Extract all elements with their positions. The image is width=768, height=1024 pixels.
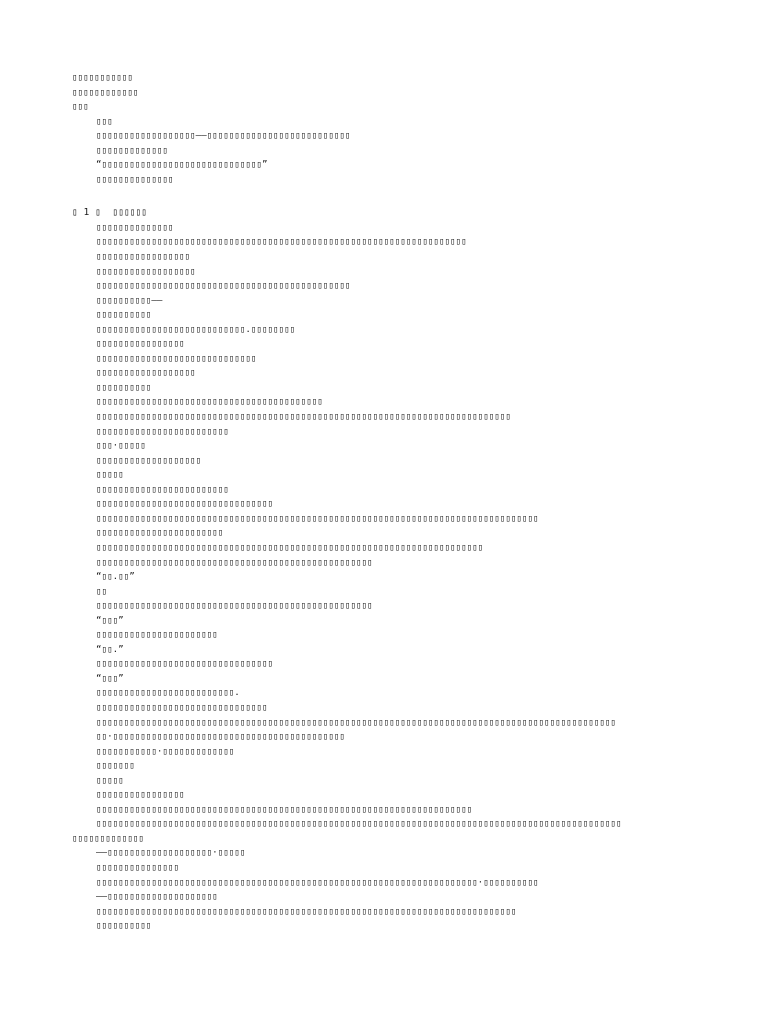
text-line: ▯▯▯▯▯▯▯▯▯▯▯▯▯▯▯▯▯▯——▯▯▯▯▯▯▯▯▯▯▯▯▯▯▯▯▯▯▯▯▯▯▯▯▯▯ bbox=[96, 130, 351, 142]
text-line: ▯▯▯ bbox=[72, 101, 89, 113]
text-line: ▯▯▯▯▯▯▯▯▯▯▯▯▯▯▯▯▯▯▯▯▯▯▯ bbox=[96, 527, 224, 539]
text-line: ▯▯▯▯▯▯▯▯▯▯▯▯▯▯▯▯▯▯▯▯▯▯▯▯▯▯▯▯▯▯▯▯▯▯▯▯▯▯▯▯▯▯▯▯▯▯▯▯▯▯▯▯▯▯▯▯▯▯▯▯▯▯▯▯▯▯▯▯▯▯▯▯▯▯▯▯ bbox=[96, 905, 517, 917]
text-line: “▯▯.” bbox=[96, 643, 124, 655]
text-line: ▯▯▯▯▯ bbox=[96, 774, 124, 786]
text-line: ▯▯▯▯▯▯▯▯▯▯▯▯▯▯▯▯ bbox=[96, 789, 185, 801]
text-line: ▯▯▯▯▯▯▯▯▯▯▯▯ bbox=[72, 86, 139, 98]
text-line: ▯▯▯▯▯▯▯▯▯▯▯▯▯▯▯▯▯▯▯▯▯▯▯▯ bbox=[96, 483, 229, 495]
text-line: “▯▯▯” bbox=[96, 672, 124, 684]
blank-line bbox=[72, 187, 712, 206]
text-line: ▯▯▯▯▯▯▯▯▯▯▯▯▯▯▯▯▯▯▯▯▯▯▯▯▯▯▯▯▯▯▯▯▯▯▯▯▯▯▯▯▯▯▯▯▯▯▯▯▯▯▯▯▯▯▯▯▯▯▯▯▯▯▯▯▯▯▯▯▯▯▯▯▯▯▯ bbox=[96, 411, 511, 423]
text-line: ▯▯▯▯▯▯▯▯▯▯ bbox=[96, 920, 152, 932]
text-line: ▯▯▯▯▯▯▯▯▯▯▯▯▯▯▯▯▯▯▯▯▯▯▯▯▯▯▯▯▯▯▯▯ bbox=[96, 498, 274, 510]
text-line: ▯▯▯▯▯▯▯▯▯▯▯▯▯▯▯▯▯▯▯▯▯▯▯▯▯▯▯▯▯▯▯▯▯▯▯▯▯▯▯▯▯▯▯▯▯▯ bbox=[96, 280, 351, 292]
text-line: ▯▯▯▯▯▯▯▯▯▯▯▯▯▯▯▯▯▯▯▯▯▯▯▯▯▯▯▯▯▯▯▯▯▯▯▯▯▯▯▯▯▯▯▯▯▯▯▯▯▯ bbox=[96, 600, 373, 612]
text-line: ▯▯▯▯▯▯▯▯▯▯▯▯▯▯▯▯▯▯▯▯▯▯▯▯▯▯▯▯▯ bbox=[96, 352, 257, 364]
text-line: ▯▯▯▯▯▯▯▯▯▯▯▯▯▯▯▯▯▯▯▯▯▯▯▯ bbox=[96, 425, 229, 437]
text-line: ▯▯▯▯▯▯▯ bbox=[96, 760, 135, 772]
text-line: ▯▯▯▯▯▯▯▯▯▯▯▯▯▯▯▯▯▯▯▯▯▯▯▯▯. bbox=[96, 687, 240, 699]
text-line: ▯▯▯▯▯▯▯▯▯▯▯▯▯▯▯▯▯▯▯▯▯▯▯▯▯▯▯▯▯▯▯ bbox=[96, 701, 268, 713]
text-line: ▯▯▯▯▯▯▯▯▯▯▯▯▯ bbox=[72, 832, 144, 844]
text-line: ▯▯▯▯▯▯▯▯▯▯—— bbox=[96, 294, 163, 306]
text-line: ▯▯▯▯▯▯▯▯▯▯▯▯▯▯▯▯▯▯▯▯▯▯▯▯▯▯▯▯▯▯▯▯▯▯▯▯▯▯▯▯▯ bbox=[96, 396, 323, 408]
text-line: ▯▯▯▯▯▯▯▯▯▯ bbox=[96, 381, 152, 393]
text-line: ▯▯▯▯▯▯▯▯▯▯▯▯▯▯▯▯▯▯▯▯▯▯ bbox=[96, 629, 218, 641]
text-line: ▯▯▯▯▯▯▯▯▯▯▯▯▯▯▯ bbox=[96, 861, 179, 873]
text-line: ——▯▯▯▯▯▯▯▯▯▯▯▯▯▯▯▯▯▯▯▯ bbox=[96, 891, 218, 903]
text-line: ▯▯▯▯▯▯▯▯▯▯▯▯▯▯▯▯▯▯▯▯▯▯▯▯▯▯▯▯▯▯▯▯▯▯▯▯▯▯▯▯▯▯▯▯▯▯▯▯▯▯▯▯▯▯▯▯▯▯▯▯▯▯▯▯▯▯▯▯▯·▯▯▯▯▯▯▯▯▯▯ bbox=[96, 876, 539, 888]
text-line: ▯▯▯▯▯▯▯▯▯▯▯▯▯▯ bbox=[96, 173, 174, 185]
text-line: ▯▯▯▯▯▯▯▯▯▯▯▯▯▯▯▯▯▯ bbox=[96, 265, 196, 277]
text-line: ▯▯▯▯▯▯▯▯▯▯▯▯▯▯▯▯▯▯▯▯▯▯▯▯▯▯▯▯▯▯▯▯▯▯▯▯▯▯▯▯▯▯▯▯▯▯▯▯▯▯▯▯▯▯▯▯▯▯▯▯▯▯▯▯▯▯▯▯ bbox=[96, 803, 473, 815]
text-line: ▯▯▯▯▯▯▯▯▯▯▯▯▯▯▯▯▯▯▯▯▯▯▯▯▯▯▯▯▯▯▯▯▯▯▯▯▯▯▯▯▯▯▯▯▯▯▯▯▯▯▯▯▯▯▯▯▯▯▯▯▯▯▯▯▯▯▯▯▯▯▯▯▯▯▯▯▯▯▯▯▯▯▯▯▯▯▯▯▯▯▯▯▯▯▯ bbox=[96, 818, 622, 830]
text-line: ▯▯▯▯▯▯▯▯▯▯▯▯▯▯▯▯▯▯▯▯▯▯▯▯▯▯▯▯▯▯▯▯ bbox=[96, 658, 274, 670]
text-line: ▯▯▯▯▯▯▯▯▯▯▯▯▯▯▯▯▯▯▯▯▯▯▯▯▯▯▯▯▯▯▯▯▯▯▯▯▯▯▯▯▯▯▯▯▯▯▯▯▯▯▯▯▯▯▯▯▯▯▯▯▯▯▯▯▯▯▯▯▯▯▯▯▯▯▯▯▯▯▯▯ bbox=[96, 512, 539, 524]
text-line: ▯▯▯▯▯▯▯▯▯▯▯▯▯▯▯▯▯▯ bbox=[96, 367, 196, 379]
text-line: ▯▯▯▯▯▯▯▯▯▯▯·▯▯▯▯▯▯▯▯▯▯▯▯▯ bbox=[96, 745, 235, 757]
text-line: ▯▯▯▯▯ bbox=[96, 469, 124, 481]
text-line: ▯▯▯▯▯▯▯▯▯▯▯▯▯▯▯▯▯▯▯▯▯▯▯▯▯▯▯▯▯▯▯▯▯▯▯▯▯▯▯▯▯▯▯▯▯▯▯▯▯▯▯▯▯▯▯▯▯▯▯▯▯▯▯▯▯▯▯ bbox=[96, 236, 467, 248]
text-line: “▯▯▯” bbox=[96, 614, 124, 626]
text-line: ▯▯ bbox=[96, 585, 108, 597]
text-line: ▯▯▯▯▯▯▯▯▯▯▯▯▯▯▯▯▯▯▯ bbox=[96, 454, 202, 466]
text-line: ▯▯▯▯▯▯▯▯▯▯▯▯▯▯▯▯▯▯▯▯▯▯▯▯▯▯▯.▯▯▯▯▯▯▯▯ bbox=[96, 323, 296, 335]
document-body bbox=[72, 71, 712, 934]
text-line: ▯▯▯▯▯▯▯▯▯▯▯ bbox=[72, 72, 133, 83]
text-line: ▯▯▯ bbox=[96, 115, 113, 127]
text-line: ▯▯▯▯▯▯▯▯▯▯▯▯▯▯ bbox=[96, 221, 174, 233]
text-line: ▯▯▯▯▯▯▯▯▯▯▯▯▯▯▯▯ bbox=[96, 338, 185, 350]
text-line: “▯▯.▯▯” bbox=[96, 571, 135, 583]
text-line: “▯▯▯▯▯▯▯▯▯▯▯▯▯▯▯▯▯▯▯▯▯▯▯▯▯▯▯▯▯” bbox=[96, 159, 268, 171]
text-line: ▯▯▯▯▯▯▯▯▯▯▯▯▯▯▯▯▯ bbox=[96, 251, 191, 263]
text-line: ▯▯▯▯▯▯▯▯▯▯▯▯▯ bbox=[96, 144, 168, 156]
text-line: ▯▯▯▯▯▯▯▯▯▯ bbox=[96, 309, 152, 321]
text-line: ▯▯▯▯▯▯▯▯▯▯▯▯▯▯▯▯▯▯▯▯▯▯▯▯▯▯▯▯▯▯▯▯▯▯▯▯▯▯▯▯▯▯▯▯▯▯▯▯▯▯▯▯▯▯▯▯▯▯▯▯▯▯▯▯▯▯▯▯▯▯▯▯▯▯▯▯▯▯▯▯▯▯▯▯▯▯▯▯▯▯▯▯▯▯ bbox=[96, 716, 616, 728]
text-line: ——▯▯▯▯▯▯▯▯▯▯▯▯▯▯▯▯▯▯▯·▯▯▯▯▯ bbox=[96, 847, 246, 859]
text-line: ▯▯·▯▯▯▯▯▯▯▯▯▯▯▯▯▯▯▯▯▯▯▯▯▯▯▯▯▯▯▯▯▯▯▯▯▯▯▯▯▯▯▯▯▯ bbox=[96, 731, 345, 743]
text-line: ▯▯▯▯▯▯▯▯▯▯▯▯▯▯▯▯▯▯▯▯▯▯▯▯▯▯▯▯▯▯▯▯▯▯▯▯▯▯▯▯▯▯▯▯▯▯▯▯▯▯▯▯▯▯▯▯▯▯▯▯▯▯▯▯▯▯▯▯▯▯ bbox=[96, 541, 484, 553]
text-line: ▯▯▯·▯▯▯▯▯ bbox=[96, 440, 146, 452]
text-line: ▯▯▯▯▯▯▯▯▯▯▯▯▯▯▯▯▯▯▯▯▯▯▯▯▯▯▯▯▯▯▯▯▯▯▯▯▯▯▯▯▯▯▯▯▯▯▯▯▯▯ bbox=[96, 556, 373, 568]
section-heading: ▯ 1 ▯ ▯▯▯▯▯▯ bbox=[72, 207, 148, 219]
